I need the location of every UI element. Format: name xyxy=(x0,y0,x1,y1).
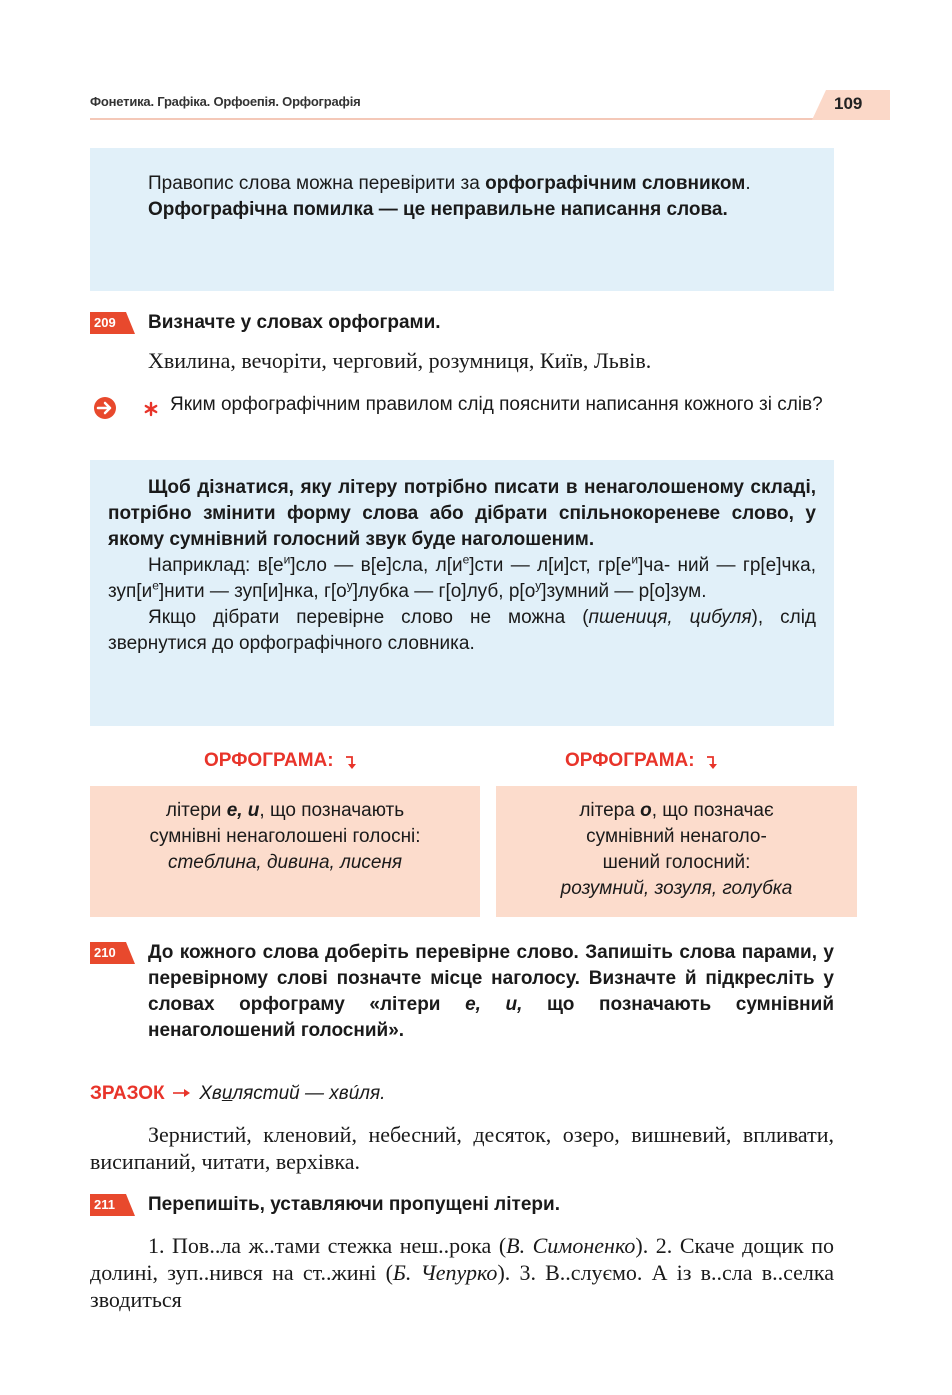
section-title: Фонетика. Графіка. Орфоепія. Орфографія xyxy=(90,94,361,109)
asterisk-icon xyxy=(143,401,159,417)
task-209-question-wrap xyxy=(170,392,834,418)
task-210-text: До кожного слова доберіть перевірне слово. Запишіть слова парами, у перевірному слові позначте місце наголосу. Визначте й підкресліть у словах орфограму «літери е, и, що позначають сумнівний ненаголошений голосний». xyxy=(148,942,834,1041)
orfogram-title-2: ОРФОГРАМА: xyxy=(565,750,720,772)
task-209 xyxy=(90,310,834,336)
rule-1-line-2: Орфографічна помилка — це неправильне написання слова. xyxy=(148,199,728,220)
header-divider xyxy=(90,118,826,120)
task-211-text: 1. Пов..ла ж..тами стежка неш..рока (В. Симоненко). 2. Скаче дощик по долині, зуп..нився на ст..жині (Б. Чепурко). 3. В..слуємо. А із в..сла в..селка зводиться xyxy=(90,1233,835,1312)
sample-label: ЗРАЗОК xyxy=(90,1083,165,1104)
orfogram-box-1 xyxy=(90,786,480,917)
rule-2-example: Наприклад: $в[е^и]сло$ — в[е]сла, $л[и^е]сти$ — л[и]ст, $гр[е^и]ча-$ ний — гр[е]чка, $зуп[и^е]нити$ — зуп[и]нка, $г[о^у]лубка$ — г[о]луб, $р[о^у]зумний$ — р[о]зум. xyxy=(108,552,816,602)
task-210-words-wrap xyxy=(90,1121,834,1175)
orfogram-2-line-2: сумнівний ненаголо- xyxy=(586,826,767,847)
arrow-down-icon xyxy=(706,754,720,770)
task-number-badge: 211 xyxy=(90,1194,126,1216)
orfogram-2-line-1: літера о, що позначає xyxy=(579,800,774,821)
task-211-text-wrap xyxy=(90,1232,834,1313)
rule-2-bold: Щоб дізнатися, яку літеру потрібно писати в ненаголошеному складі, потрібно змінити форму слова або дібрати спільнокореневе слово, у якому сумнівний голосний звук буде наголошеним. xyxy=(108,477,816,550)
orfogram-2-line-3: шений голосний: xyxy=(602,852,751,873)
task-210-sample: ЗРАЗОК Хвилястий — хвúля. xyxy=(90,1083,386,1104)
arrow-down-icon xyxy=(345,754,359,770)
page-number: 109 xyxy=(834,94,863,113)
orfogram-box-2 xyxy=(496,786,857,917)
rule-box-2 xyxy=(90,460,834,726)
orfogram-1-line-1: літери е, и, що позначають xyxy=(165,800,405,821)
task-210 xyxy=(90,940,834,1044)
orfogram-1-examples: стеблина, дивина, лисеня xyxy=(167,852,403,873)
task-211 xyxy=(90,1192,834,1218)
task-209-words: Хвилина, вечоріти, черговий, розумниця, Київ, Львів. xyxy=(148,348,652,373)
orfogram-title-1: ОРФОГРАМА: xyxy=(204,750,359,772)
arrow-right-icon xyxy=(172,1087,192,1099)
orfogram-1-line-2: сумнівні ненаголошені голосні: xyxy=(149,826,421,847)
page-header xyxy=(90,90,890,122)
task-209-words-wrap xyxy=(148,347,834,374)
task-211-title: Перепишіть, уставляючи пропущені літери. xyxy=(148,1194,560,1215)
orfogram-2-examples: розумний, зозуля, голубка xyxy=(560,878,793,899)
rule-box-1 xyxy=(90,148,834,291)
task-209-question: Яким орфографічним правилом слід пояснити написання кожного зі слів? xyxy=(170,394,823,415)
rule-1-line-1: Правопис слова можна перевірити за орфографічним словником. xyxy=(148,173,751,194)
task-210-words: Зернистий, кленовий, небесний, десяток, озеро, вишневий, впливати, висипаний, читати, верхівка. xyxy=(90,1122,834,1174)
task-number-badge: 209 xyxy=(90,312,126,334)
task-209-title: Визначте у словах орфограми. xyxy=(148,312,441,333)
arrow-right-circle-icon xyxy=(92,395,118,421)
rule-2-note: Якщо дібрати перевірне слово не можна (пшениця, цибуля), слід звернутися до орфографічного словника. xyxy=(108,607,817,654)
page-number-tab xyxy=(826,90,890,120)
task-number-badge: 210 xyxy=(90,942,126,964)
